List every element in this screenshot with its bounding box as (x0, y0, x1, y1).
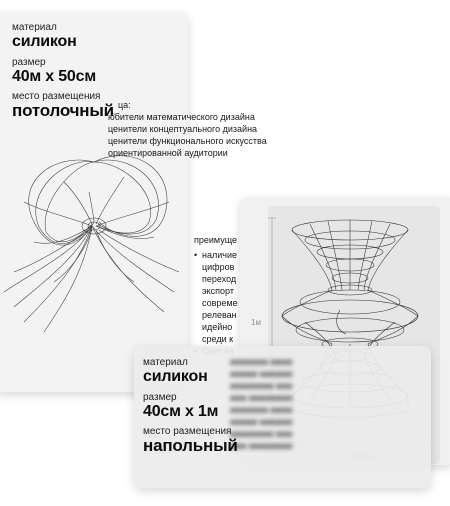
ceiling-surface-illustration (0, 122, 188, 382)
advantages-block (194, 234, 238, 357)
advantage-item: экспорт (202, 286, 234, 296)
size-label: размер (12, 56, 46, 68)
advantage-item: релеван (202, 310, 237, 320)
floor-spec (143, 357, 238, 462)
size-label: размер (143, 391, 177, 403)
audience-line-4: ориентированной аудитории (108, 148, 228, 158)
audience-line-1: ю̆бители математического дизайна (108, 112, 255, 122)
advantage-item: переход (202, 274, 237, 284)
advantages-heading: преимуще (194, 235, 238, 245)
placement-label: место размещения (143, 426, 232, 438)
advantage-item: среди к (202, 334, 234, 344)
advantage-item: совреме (202, 298, 238, 308)
advantage-item: идейно (202, 322, 233, 332)
audience-heading: ца: (118, 100, 131, 110)
material-label: материал (12, 22, 57, 33)
floor-product-card: ■■■■■■■ ■■■■ ■■■■■ ■■■■■■ ■■■■■■■■ ■■■ ■■■ ■■■■■■■■ ■■■■■■■ ■■■■ ■■■■■ ■■■■■■ ■■■■■■■■ ■■■ ■■■ ■■■■■■■■ (134, 346, 431, 488)
ceiling-spec (12, 22, 114, 127)
size-value: 40м x 50см (12, 67, 96, 85)
placement-value: потолочный (12, 101, 114, 121)
advantage-item: • наличие (194, 249, 238, 261)
placement-value: напольный (143, 436, 238, 456)
material-value: силикон (12, 33, 77, 50)
placement-label: место размещения (12, 91, 101, 103)
audience-block (108, 99, 267, 159)
material-value: силикон (143, 368, 208, 385)
material-label: материал (143, 357, 188, 368)
size-value: 40см x 1м (143, 402, 219, 420)
audience-line-2: ценители концептуального дизайна (108, 124, 258, 134)
audience-line-3: ценители функционального искусства (108, 136, 267, 146)
advantage-item: цифров (202, 262, 235, 272)
height-dimension-label: 1м (251, 318, 261, 327)
